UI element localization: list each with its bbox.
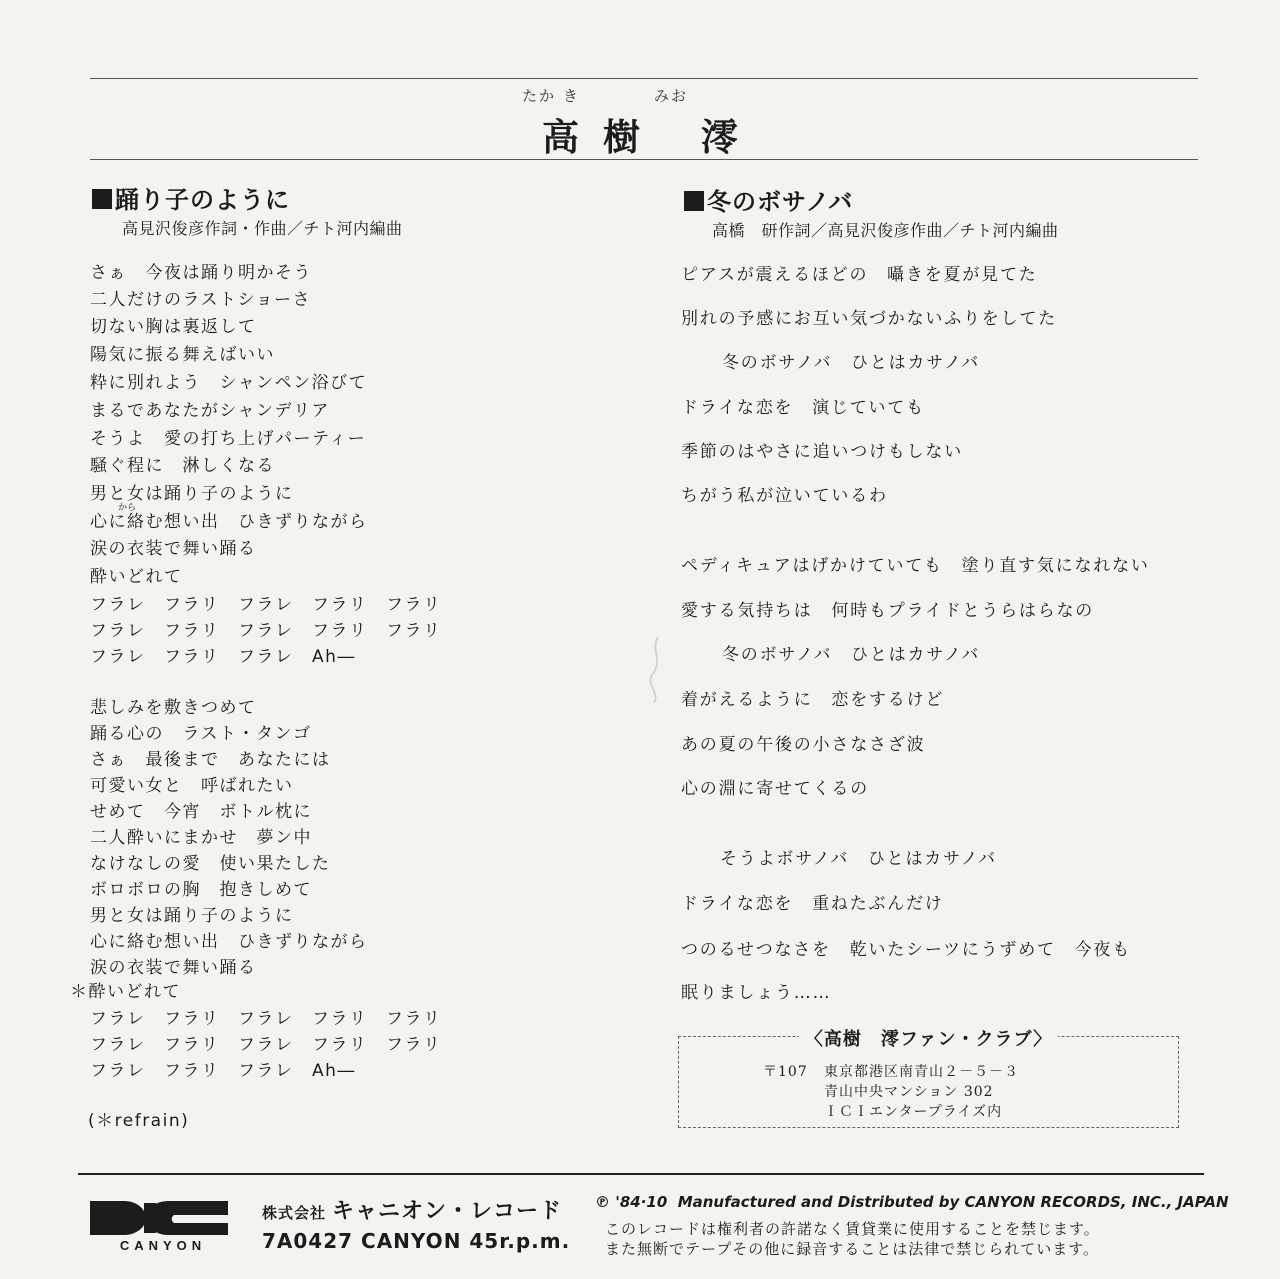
song1-lyric-line: なけなしの愛 使い果たした — [90, 854, 331, 874]
song2-lyric-line: 冬のボサノバ ひとはカサノバ — [722, 353, 981, 373]
artist-ruby-given: たか き — [522, 87, 580, 105]
song2-lyric-line: ドライな恋を 演じていても — [681, 398, 925, 418]
song1-lyric-line: 二人だけのラストショーさ — [90, 290, 312, 310]
song2-lyric-line: 愛する気持ちは 何時もプライドとうらはらなの — [681, 601, 1095, 621]
ruby-kara: から — [118, 503, 137, 513]
fan-club-title: 〈高樹 澪ファン・クラブ〉 — [799, 1029, 1058, 1050]
song1-title-text: 踊り子のように — [115, 186, 290, 214]
song2-lyric-line: 心の淵に寄せてくるの — [681, 779, 869, 799]
song1-lyric-line: ＊酔いどれて — [70, 982, 181, 1002]
song1-lyric-line: フラレ フラリ フラレ Ah― — [90, 647, 356, 667]
song2-lyric-line: 着がえるように 恋をするけど — [681, 690, 945, 710]
logo-lettering: CANYON — [119, 1238, 207, 1253]
song1-lyric-line: 悲しみを敷きつめて — [90, 698, 257, 718]
song2-lyric-line: 別れの予感にお互い気づかないふりをしてた — [681, 309, 1057, 329]
header-top-rule — [90, 78, 1198, 79]
song1-lyric-line: 騒ぐ程に 淋しくなる — [90, 456, 275, 476]
song2-lyric-line: あの夏の午後の小さなさざ波 — [681, 735, 926, 755]
song1-lyric-line: さぁ 今夜は踊り明かそう — [90, 263, 312, 283]
song1-lyric-line: 酔いどれて — [90, 567, 183, 587]
song1-lyric-line: 二人酔いにまかせ 夢ン中 — [90, 828, 312, 848]
company-name-line — [262, 1194, 562, 1225]
song1-lyric-line: まるであなたがシャンデリア — [90, 401, 330, 421]
song1-lyric-line: 心に絡む想い出 ひきずりながら — [90, 512, 368, 532]
square-bullet-icon — [92, 189, 112, 209]
fan-club-address3: ＩＣＩエンタープライズ内 — [824, 1104, 1003, 1120]
song1-lyric-line: 切ない胸は裏返して — [90, 317, 257, 337]
song1-lyric-line: フラレ フラリ フラレ フラリ フラリ — [90, 595, 442, 615]
song2-lyric-line: 冬のボサノバ ひとはカサノバ — [722, 645, 981, 665]
song1-lyric-line: 男と女は踊り子のように — [90, 906, 294, 926]
song1-lyric-line: せめて 今宵 ボトル枕に — [90, 802, 312, 822]
footer-rule — [78, 1173, 1204, 1175]
song2-title — [684, 182, 853, 217]
song2-title-text: 冬のボサノバ — [707, 188, 854, 216]
song1-lyric-line: フラレ フラリ フラレ フラリ フラリ — [90, 621, 442, 641]
song1-lyric-line: 可愛い女と 呼ばれたい — [90, 776, 294, 796]
song2-lyric-line: ピアスが震えるほどの 囁きを夏が見てた — [681, 265, 1038, 285]
song2-lyric-line: そうよボサノバ ひとはカサノバ — [720, 849, 997, 869]
song2-lyric-line: ちがう私が泣いているわ — [681, 486, 888, 506]
song2-credit: 高橋 研作詞／高見沢俊彦作曲／チト河内編曲 — [712, 221, 1059, 240]
song2-lyric-line: 季節のはやさに追いつけもしない — [681, 442, 963, 462]
song1-lyric-line: 男と女は踊り子のように — [90, 484, 294, 504]
artist-heading — [0, 85, 1280, 161]
song1-title — [92, 180, 290, 215]
song1-lyric-line: 涙の衣装で舞い踊る — [90, 958, 257, 978]
song1-lyric-line: ボロボロの胸 抱きしめて — [90, 880, 312, 900]
artist-ruby-family: みお — [654, 87, 689, 105]
song1-lyric-line: さぁ 最後まで あなたには — [90, 750, 331, 770]
song1-lyric-line: フラレ フラリ フラレ フラリ フラリ — [90, 1009, 442, 1029]
song1-lyric-line: 粋に別れよう シャンペン浴びて — [90, 373, 368, 393]
song2-lyric-line: ペディキュアはげかけていても 塗り直す気になれない — [681, 556, 1150, 576]
fan-club-address2: 青山中央マンション 302 — [824, 1084, 994, 1100]
song1-lyric-line: (＊refrain) — [88, 1111, 190, 1131]
song1-lyric-line: 踊る心の ラスト・タンゴ — [90, 724, 312, 744]
song1-lyric-line: そうよ 愛の打ち上げパーティー — [90, 429, 367, 449]
song2-lyric-line: つのるせつなさを 乾いたシーツにうずめて 今夜も — [681, 940, 1132, 960]
paper-crease-mark — [640, 635, 670, 705]
manufactured-by: ℗ '84·10 Manufactured and Distributed by CANYON RECORDS, INC., JAPAN — [595, 1193, 1229, 1211]
canyon-logo-icon — [88, 1193, 238, 1253]
fan-club-box — [678, 1029, 1179, 1128]
song1-lyric-line: 陽気に振る舞えばいい — [90, 345, 275, 365]
fan-club-title-wrap — [679, 1025, 1178, 1051]
catalog-number: 7A0427 CANYON 45r.p.m. — [262, 1229, 571, 1253]
song2-lyric-line: 眠りましょう…… — [681, 983, 832, 1003]
company-prefix: 株式会社 — [262, 1204, 327, 1222]
artist-name: 高樹 澪 — [542, 116, 762, 159]
song1-lyric-line: フラレ フラリ フラレ Ah― — [90, 1061, 356, 1081]
rental-notice: このレコードは権利者の許諾なく賃貸業に使用することを禁じます。 — [605, 1220, 1100, 1238]
recording-notice: また無断でテープその他に録音することは法律で禁じられています。 — [605, 1240, 1100, 1258]
fan-club-postal: 〒107 — [763, 1064, 808, 1080]
song1-lyric-line: 心に絡む想い出 ひきずりながら — [90, 932, 368, 952]
company-name: キャニオン・レコード — [332, 1199, 563, 1224]
song1-credit: 高見沢俊彦作詞・作曲／チト河内編曲 — [122, 219, 403, 238]
song2-lyric-line: ドライな恋を 重ねたぶんだけ — [681, 894, 944, 914]
song1-lyric-line: フラレ フラリ フラレ フラリ フラリ — [90, 1035, 442, 1055]
square-bullet-icon — [684, 191, 704, 211]
song1-lyric-line: 涙の衣装で舞い踊る — [90, 539, 257, 559]
fan-club-address1: 東京都港区南青山２－５－３ — [824, 1064, 1019, 1080]
canyon-logo — [88, 1193, 238, 1253]
